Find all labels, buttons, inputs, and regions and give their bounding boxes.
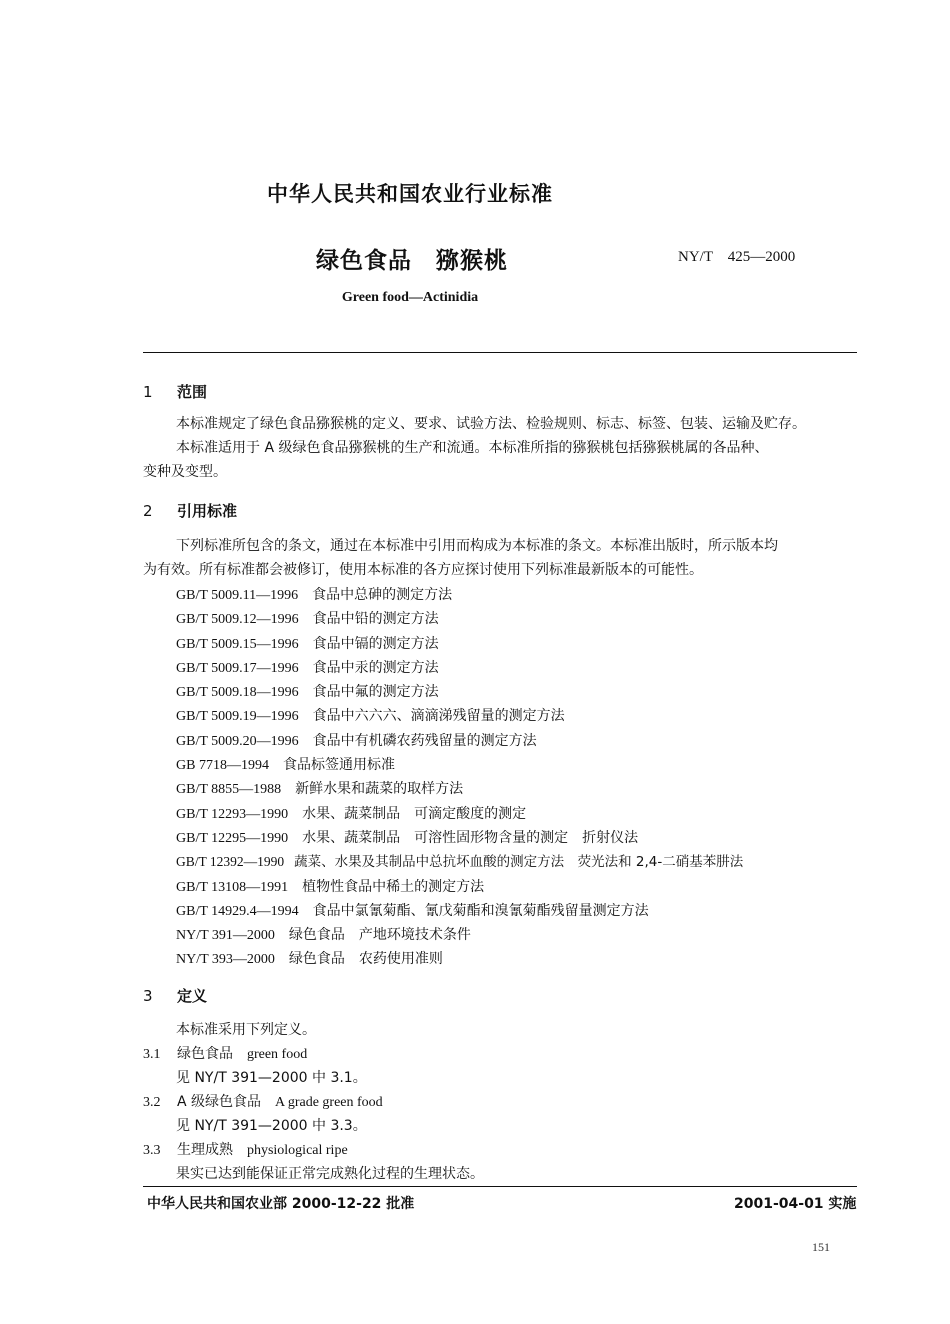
reference-title: 食品中六六六、滴滴涕残留量的测定方法 <box>312 708 565 725</box>
section-2-paragraph-line-1: 下列标准所包含的条文，通过在本标准中引用而构成为本标准的条文。本标准出版时，所示版本均 <box>176 538 778 554</box>
reference-title: 绿色食品 产地环境技术条件 <box>288 927 471 944</box>
section-title: 定义 <box>177 987 208 1005</box>
reference-code: GB/T 5009.20—1996 <box>176 733 299 749</box>
reference-item <box>176 899 743 923</box>
reference-code: GB/T 5009.19—1996 <box>176 709 299 725</box>
section-1-paragraph-2-line-2: 变种及变型。 <box>143 464 227 480</box>
definition-number: 3.1 <box>143 1047 161 1062</box>
section-3-heading <box>143 985 207 1006</box>
approval-line: 中华人民共和国农业部 2000-12-22 批准 <box>147 1196 415 1212</box>
page-number: 151 <box>812 1240 830 1254</box>
section-number: 3 <box>143 987 153 1005</box>
reference-item <box>176 704 743 728</box>
reference-code: GB/T 5009.12—1996 <box>176 612 299 628</box>
reference-title: 水果、蔬菜制品 可溶性固形物含量的测定 折射仪法 <box>302 829 639 846</box>
standard-code: NY/T 425—2000 <box>678 249 796 265</box>
reference-item <box>176 850 743 874</box>
reference-item <box>176 826 743 850</box>
definition-number: 3.2 <box>143 1095 161 1110</box>
definition-term-english: A grade green food <box>274 1095 383 1110</box>
header-divider <box>143 352 857 353</box>
section-1-paragraph-1: 本标准规定了绿色食品猕猴桃的定义、要求、试验方法、检验规则、标志、标签、包装、运输及贮存。 <box>176 416 806 432</box>
reference-item <box>176 632 743 656</box>
reference-code: GB/T 12392—1990 <box>176 854 285 870</box>
reference-item <box>176 875 743 899</box>
reference-item <box>176 680 743 704</box>
reference-code: GB/T 5009.11—1996 <box>176 588 299 603</box>
reference-title: 食品中铅的测定方法 <box>312 611 439 628</box>
definition-3-3-description: 果实已达到能保证正常完成熟化过程的生理状态。 <box>176 1166 484 1182</box>
reference-code: GB/T 12293—1990 <box>176 806 289 822</box>
section-1-paragraph-2-line-1: 本标准适用于 A 级绿色食品猕猴桃的生产和流通。本标准所指的猕猴桃包括猕猴桃属的各品种、 <box>176 440 769 456</box>
reference-item <box>176 923 743 947</box>
definition-term: A 级绿色食品 <box>176 1094 261 1110</box>
reference-title: 食品中镉的测定方法 <box>312 635 439 652</box>
definition-3-3 <box>143 1138 348 1163</box>
section-1-heading <box>143 381 207 402</box>
section-number: 2 <box>143 502 153 520</box>
reference-item <box>176 802 743 826</box>
definition-3-2 <box>143 1090 383 1115</box>
reference-title: 植物性食品中稀土的测定方法 <box>302 878 485 895</box>
reference-code: GB/T 12295—1990 <box>176 830 289 846</box>
section-title: 范围 <box>177 383 208 401</box>
section-number: 1 <box>143 383 153 401</box>
reference-code: GB 7718—1994 <box>176 758 269 774</box>
definition-term: 绿色食品 <box>176 1046 233 1062</box>
section-title: 引用标准 <box>177 502 238 520</box>
reference-code: NY/T 391—2000 <box>176 928 275 944</box>
reference-code: GB/T 5009.17—1996 <box>176 660 299 676</box>
english-title: Green food—Actinidia <box>341 290 479 305</box>
reference-title: 新鲜水果和蔬菜的取样方法 <box>295 781 464 798</box>
definition-3-1 <box>143 1042 307 1067</box>
reference-code: GB/T 13108—1991 <box>176 879 289 895</box>
definition-3-2-description: 见 NY/T 391—2000 中 3.3。 <box>176 1118 367 1134</box>
reference-item <box>176 753 743 777</box>
reference-item <box>176 777 743 801</box>
standard-category-heading: 中华人民共和国农业行业标准 <box>267 182 553 206</box>
reference-title: 绿色食品 农药使用准则 <box>288 951 443 968</box>
document-title: 绿色食品 猕猴桃 <box>316 248 508 274</box>
reference-title: 蔬菜、水果及其制品中总抗坏血酸的测定方法 荧光法和 2,4-二硝基苯肼法 <box>294 854 744 871</box>
definition-number: 3.3 <box>143 1143 161 1158</box>
section-2-paragraph-line-2: 为有效。所有标准都会被修订，使用本标准的各方应探讨使用下列标准最新版本的可能性。 <box>143 562 703 578</box>
reference-title: 食品标签通用标准 <box>282 757 395 774</box>
reference-item <box>176 583 743 607</box>
reference-item <box>176 947 743 971</box>
reference-item <box>176 607 743 631</box>
reference-code: NY/T 393—2000 <box>176 952 275 968</box>
reference-title: 食品中氯氰菊酯、氰戊菊酯和溴氰菊酯残留量测定方法 <box>312 902 649 919</box>
section-3-intro: 本标准采用下列定义。 <box>176 1022 316 1038</box>
effective-date: 2001-04-01 实施 <box>734 1196 857 1212</box>
definition-term-english: physiological ripe <box>246 1143 348 1158</box>
reference-title: 水果、蔬菜制品 可滴定酸度的测定 <box>302 805 527 822</box>
reference-code: GB/T 5009.18—1996 <box>176 685 299 701</box>
reference-code: GB/T 8855—1988 <box>176 782 282 798</box>
reference-code: GB/T 14929.4—1994 <box>176 903 299 919</box>
reference-title: 食品中有机磷农药残留量的测定方法 <box>312 732 537 749</box>
referenced-standards-list <box>176 583 743 972</box>
reference-title: 食品中氟的测定方法 <box>312 684 439 701</box>
definition-term-english: green food <box>246 1047 308 1062</box>
reference-item <box>176 656 743 680</box>
definition-3-1-description: 见 NY/T 391—2000 中 3.1。 <box>176 1070 367 1086</box>
footer-divider <box>143 1186 857 1187</box>
reference-title: 食品中总砷的测定方法 <box>312 587 453 603</box>
definition-term: 生理成熟 <box>176 1142 233 1158</box>
reference-item <box>176 729 743 753</box>
reference-title: 食品中汞的测定方法 <box>312 659 439 676</box>
section-2-heading <box>143 500 237 521</box>
reference-code: GB/T 5009.15—1996 <box>176 636 299 652</box>
